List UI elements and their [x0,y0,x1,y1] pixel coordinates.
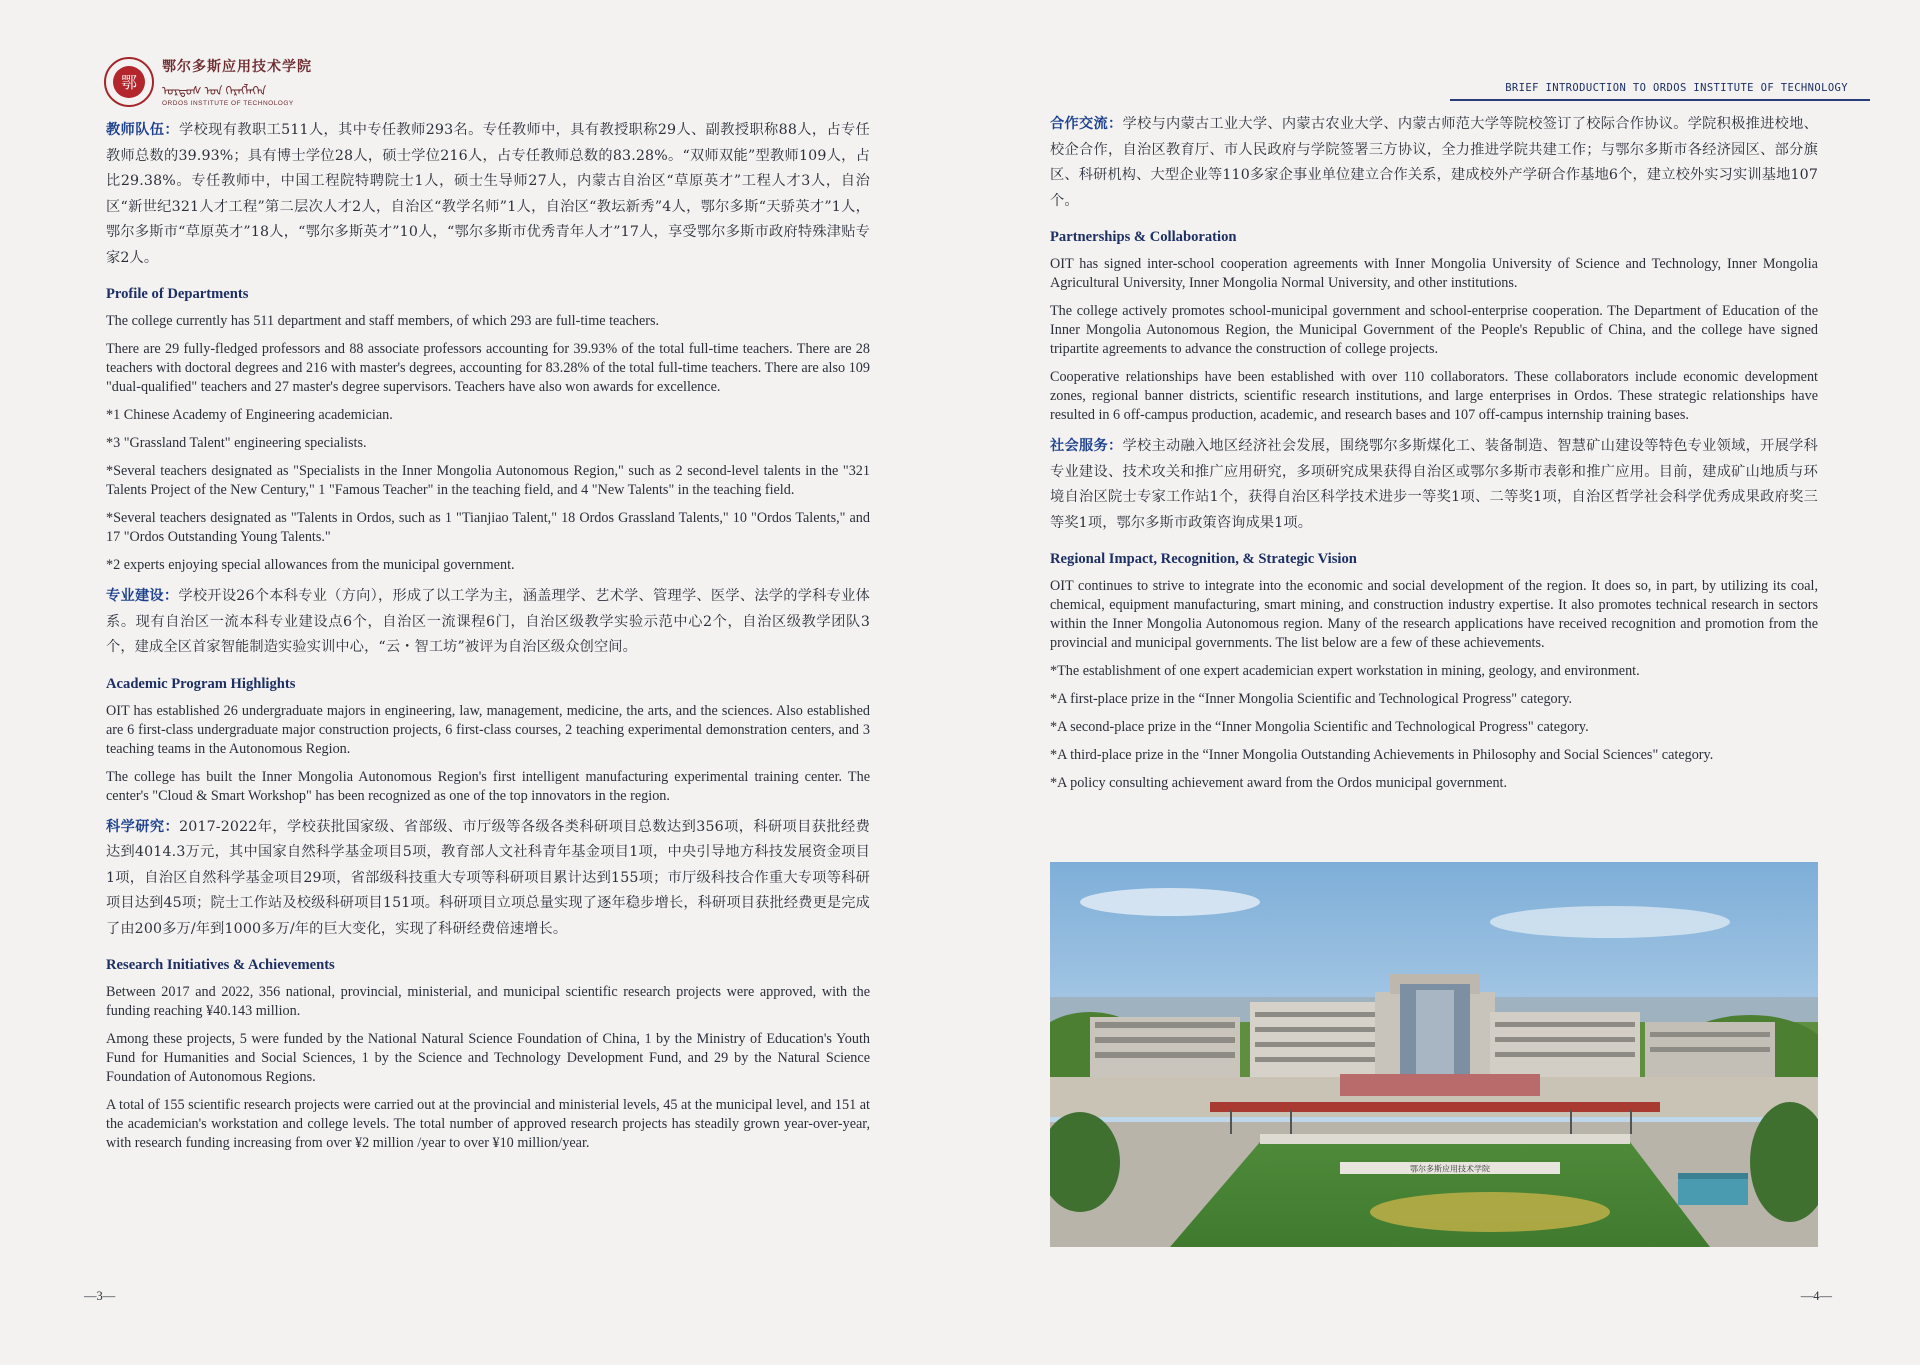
academic-paragraph-1: OIT has established 26 undergraduate majors in engineering, law, management, medicine, the arts, and the sciences. Also established are 6 first-class undergraduate major construction projects, 6 first-class courses, 2 teaching experimental demonstration centers, and 3 teaching teams in the Autonomous Region. [106,702,870,757]
page-number-right: —4— [1800,1289,1832,1303]
faculty-zh-heading: 教师队伍： [106,122,179,138]
header-running-title: BRIEF INTRODUCTION TO ORDOS INSTITUTE OF TECHNOLOGY [1505,82,1848,94]
research-zh-heading: 科学研究： [106,818,180,835]
social-zh-heading: 社会服务： [1050,438,1123,454]
logo-chinese-name: 鄂尔多斯应用技术学院 [162,59,312,75]
research-zh-text: 2017-2022年，学校获批国家级、省部级、市厅级等各级各类科研项目总数达到356项，科研项目获批经费达到4014.3万元，其中国家自然科学基金项目5项，教育部人文社科青年基金项目1项，中央引导地方科技发展资金项目1项，自治区自然科学基金项目29项，省部级科技重大专项等科研项目累计达到155项；市厅级科技合作重大专项等科研项目达到45项；院士工作站及校级科研项目151项。科研项目立项总量实现了逐年稳步增长，科研项目获批经费更是完成了由200多万/年到1000多万/年的巨大变化，实现了科研经费倍速增长。 [106,818,870,937]
research-paragraph-1: Between 2017 and 2022, 356 national, provincial, ministerial, and municipal scientific research projects were approved, with the funding reaching ¥40.143 million. [106,984,870,1019]
left-text-column [106,118,870,1162]
impact-bullet-5: *A policy consulting achievement award from the Ordos municipal government. [1050,775,1508,791]
impact-bullet-3: *A second-place prize in the “Inner Mongolia Scientific and Technological Progress" category. [1050,719,1589,735]
campus-illustration [1050,862,1818,1247]
research-paragraph-3: A total of 155 scientific research projects were carried out at the provincial and ministerial levels, 45 at the municipal level, and 151 at the academician's workstation and college levels. The total number of approved research projects has steadily grown year-over-year, with research funding increasing from over ¥2 million /year to over ¥10 million/year. [106,1097,870,1151]
logo-english-name: ORDOS INSTITUTE OF TECHNOLOGY [162,100,294,107]
coop-zh-paragraph [1050,112,1818,214]
logo-mongolian-name: ᠣᠷᠳᠣᠰ ᠤᠨ ᠬᠡᠷᠡᠭᠯᠡᠭᠡᠨ [162,84,267,98]
partnership-paragraph-1: OIT has signed inter-school cooperation agreements with Inner Mongolia University of Science and Technology, Inner Mongolia Agricultural University, Inner Mongolia Normal University, and other institutions. [1050,256,1818,291]
impact-bullet-1: *The establishment of one expert academician expert workstation in mining, geology, and environment. [1050,663,1640,679]
impact-heading: Regional Impact, Recognition, & Strategic Vision [1050,551,1357,567]
partnership-paragraph-2: The college actively promotes school-municipal government and school-enterprise cooperation. The Department of Education of the Inner Mongolia Autonomous Region, the Municipal Government of the People's Republic of China, and the college have signed tripartite agreements to advance the construction of college projects. [1050,303,1818,357]
major-zh-heading: 专业建设： [106,588,179,604]
faculty-zh-paragraph [106,118,870,271]
impact-bullet-2: *A first-place prize in the “Inner Mongolia Scientific and Technological Progress" category. [1050,691,1573,707]
college-logo [104,56,312,107]
profile-paragraph-2: There are 29 fully-fledged professors and 88 associate professors accounting for 39.93% of the total full-time teachers. There are 28 teachers with doctoral degrees and 216 with master's degrees, accounting for 83.28% of the total full-time teachers. There are also 109 "dual-qualified" teachers and 27 master's degree supervisors. Teachers have also won awards for excellence. [106,341,870,395]
profile-bullet-1: *1 Chinese Academy of Engineering academician. [106,407,393,423]
coop-zh-heading: 合作交流： [1050,116,1123,132]
impact-paragraph-1: OIT continues to strive to integrate into the economic and social development of the region. It does so, in part, by utilizing its coal, chemical, equipment manufacturing, smart mining, and construction industry expertise. It also promotes technical research in sectors within the Inner Mongolia Autonomous region. Many of the research applications have received recognition and promotion from the provincial and municipal governments. The list below are a few of these achievements. [1050,578,1818,651]
profile-bullet-2: *3 "Grassland Talent" engineering specialists. [106,435,367,451]
social-zh-paragraph [1050,434,1818,536]
header-rule [1450,99,1870,101]
research-heading: Research Initiatives & Achievements [106,957,335,973]
profile-bullet-5: *2 experts enjoying special allowances from the municipal government. [106,557,515,573]
campus-aerial-photo [1050,862,1818,1247]
logo-text [162,56,312,107]
academic-heading: Academic Program Highlights [106,675,296,692]
impact-bullet-4: *A third-place prize in the “Inner Mongolia Outstanding Achievements in Philosophy and Social Sciences" category. [1050,747,1714,763]
major-zh-text: 学校开设26个本科专业（方向），形成了以工学为主，涵盖理学、艺术学、管理学、医学、法学的学科专业体系。现有自治区一流本科专业建设点6个，自治区一流课程6门，自治区级教学实验示范中心2个，自治区级教学团队3个，建成全区首家智能制造实验实训中心，“云・智工坊”被评为自治区级众创空间。 [106,588,870,655]
research-paragraph-2: Among these projects, 5 were funded by the National Natural Science Foundation of China, 1 by the Ministry of Education's Youth Fund for Humanities and Social Sciences, 1 by the Science and Technology Development Fund, and 29 by the Natural Science Foundation of Autonomous Regions. [106,1031,870,1085]
profile-bullet-3: *Several teachers designated as "Specialists in the Inner Mongolia Autonomous Region," such as 2 second-level talents in the "321 Talents Project of the New Century," 1 "Famous Teacher" in the teaching field, and 4 "New Talents" in the teaching field. [106,463,870,498]
partnership-paragraph-3: Cooperative relationships have been established with over 110 collaborators. These collaborators include economic development zones, regional banner districts, scientific research institutions, and large enterprises in Ordos. These strategic relationships have resulted in 6 off-campus production, academic, and research bases and 107 off-campus internship training bases. [1050,369,1818,423]
academic-paragraph-2: The college has built the Inner Mongolia Autonomous Region's first intelligent manufacturing experimental training center. The center's "Cloud & Smart Workshop" has been recognized as one of the top innovators in the region. [106,768,870,804]
right-page [960,0,1920,1365]
profile-bullet-4: *Several teachers designated as "Talents in Ordos, such as 1 "Tianjiao Talent," 18 Ordos Grassland Talents," 10 "Ordos Talents," and 17 "Ordos Outstanding Young Talents." [106,510,870,545]
right-text-column [1050,112,1818,802]
profile-heading: Profile of Departments [106,286,249,302]
major-zh-paragraph [106,584,870,661]
faculty-zh-text: 学校现有教职工511人，其中专任教师293名。专任教师中，具有教授职称29人、副教授职称88人，占专任教师总数的39.93%；具有博士学位28人，硕士学位216人，占专任教师总数的83.28%。“双师双能”型教师109人，占比29.38%。专任教师中，中国工程院特聘院士1人，硕士生导师27人，内蒙古自治区“草原英才”工程人才3人，自治区“新世纪321人才工程”第二层次人才2人，自治区“教学名师”1人，自治区“教坛新秀”4人，鄂尔多斯“天骄英才”1人，鄂尔多斯市“草原英才”18人，“鄂尔多斯英才”10人，“鄂尔多斯市优秀青年人才”17人，享受鄂尔多斯市政府特殊津贴专家2人。 [106,122,870,266]
research-zh-paragraph [106,815,870,943]
college-seal-icon: 鄂 [104,57,154,107]
partnership-heading: Partnerships & Collaboration [1050,229,1237,245]
social-zh-text: 学校主动融入地区经济社会发展，围绕鄂尔多斯煤化工、装备制造、智慧矿山建设等特色专业领域，开展学科专业建设、技术攻关和推广应用研究，多项研究成果获得自治区或鄂尔多斯市表彰和推广应用。目前，建成矿山地质与环境自治区院士专家工作站1个，获得自治区科学技术进步一等奖1项、二等奖1项，自治区哲学社会科学优秀成果政府奖三等奖1项，鄂尔多斯市政策咨询成果1项。 [1050,438,1818,531]
coop-zh-text: 学校与内蒙古工业大学、内蒙古农业大学、内蒙古师范大学等院校签订了校际合作协议。学院积极推进校地、校企合作，自治区教育厅、市人民政府与学院签署三方协议，全力推进学院共建工作；与鄂尔多斯市各经济园区、部分旗区、科研机构、大型企业等110多家企事业单位建立合作关系，建成校外产学研合作基地6个，建立校外实习实训基地107个。 [1050,116,1818,209]
page-number-left: —3— [84,1289,116,1303]
campus-gate-sign-text: 鄂尔多斯应用技术学院 [1410,1164,1490,1174]
profile-paragraph-1: The college currently has 511 department and staff members, of which 293 are full-time teachers. [106,313,660,329]
